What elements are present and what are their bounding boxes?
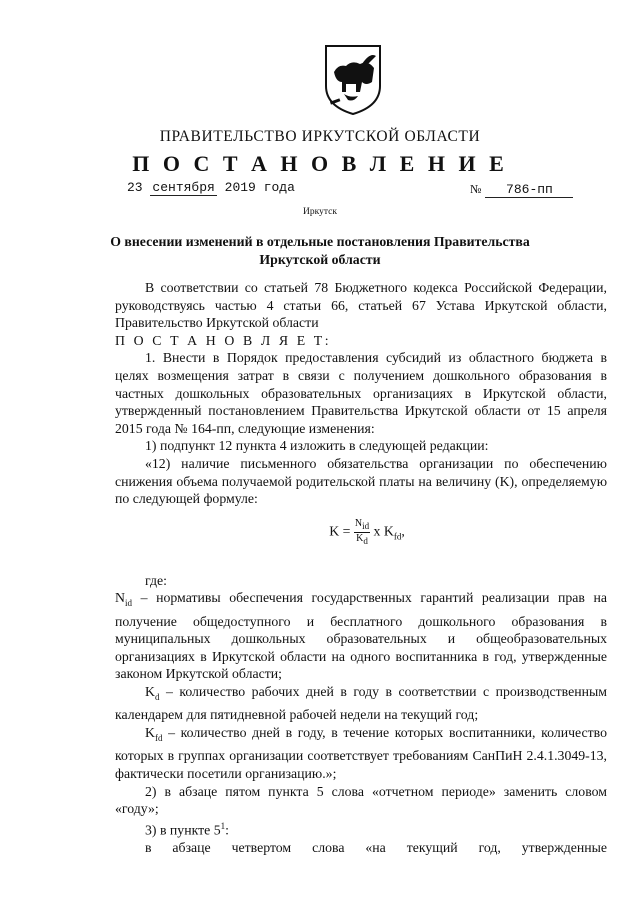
subitem-3: 3) в пункте $5^1$: xyxy=(145,820,229,838)
number-value: 786-пп xyxy=(485,182,573,198)
document-body xyxy=(115,279,607,856)
resolve-heading: П О С Т А Н О В Л Я Е Т: xyxy=(115,332,332,348)
definition-kfd: $K_{fd}$ – количество дней в году, в течение которых воспитанники, количество которых в группах организации соответствует требованиям СанПиН 2.4.1.3049-13, фактически посетили организацию.»; xyxy=(115,724,607,781)
formula: K = $\frac{N_{id}}{K_d}$ x $K_{fd}$, xyxy=(329,517,405,546)
formula-fraction: $\frac{N_{id}}{K_d}$ xyxy=(354,517,370,546)
definition-nid: $N_{id}$ – нормативы обеспечения государственных гарантий реализации прав на получение общедоступного и бесплатного дошкольного образования в муниципальных дошкольных образовательных и общеобразовательных организациях в Иркутской области на одного воспитанника в год, утвержденные законом Иркутской области; xyxy=(115,590,607,682)
document-number xyxy=(470,182,573,198)
document-title xyxy=(0,233,640,269)
document-type: П О С Т А Н О В Л Е Н И Е xyxy=(132,151,508,176)
quote-12: «12) наличие письменного обязательства организации по обеспечению снижения объема получаемой родительской платы на величину (K), определяемую по следующей формуле: xyxy=(115,455,607,507)
date-day: 23 xyxy=(127,180,143,195)
document-date xyxy=(127,180,295,195)
item-1: 1. Внести в Порядок предоставления субсидий из областного бюджета в целях возмещения затрат в связи с получением дошкольного образования в частных дошкольных образовательных организациях в Иркутской области, утвержденный постановлением Правительства Иркутской области от 15 апреля 2015 года № 164-пп, следующие изменения: xyxy=(115,350,607,436)
date-suffix: года xyxy=(263,180,295,195)
formula-multiplier: x K xyxy=(373,523,394,539)
subitem-3-text: в абзаце четвертом слова «на текущий год, утвержденные xyxy=(145,839,607,855)
city: Иркутск xyxy=(303,207,337,217)
irkutsk-coat-of-arms-icon xyxy=(322,42,384,116)
subitem-1: 1) подпункт 12 пункта 4 изложить в следующей редакции: xyxy=(145,438,489,454)
number-label: № xyxy=(470,182,482,196)
date-year: 2019 xyxy=(224,180,256,195)
definition-kd: $K_d$ – количество рабочих дней в году в соответствии с производственным календарем для пятидневной рабочей недели на текущий год; xyxy=(115,684,607,723)
intro-paragraph: В соответствии со статьей 78 Бюджетного кодекса Российской Федерации, руководствуясь частью 4 статьи 66, статьей 67 Устава Иркутской области, Правительство Иркутской области xyxy=(115,280,607,331)
where-label: где: xyxy=(145,572,167,588)
government-name: ПРАВИТЕЛЬСТВО ИРКУТСКОЙ ОБЛАСТИ xyxy=(159,128,481,145)
date-month: сентября xyxy=(152,180,215,195)
title-line-1: О внесении изменений в отдельные постановления Правительства xyxy=(110,234,530,249)
formula-lhs: K = xyxy=(329,523,354,539)
title-line-2: Иркутской области xyxy=(259,252,381,267)
subitem-2: 2) в абзаце пятом пункта 5 слова «отчетном периоде» заменить словом «году»; xyxy=(115,783,607,817)
